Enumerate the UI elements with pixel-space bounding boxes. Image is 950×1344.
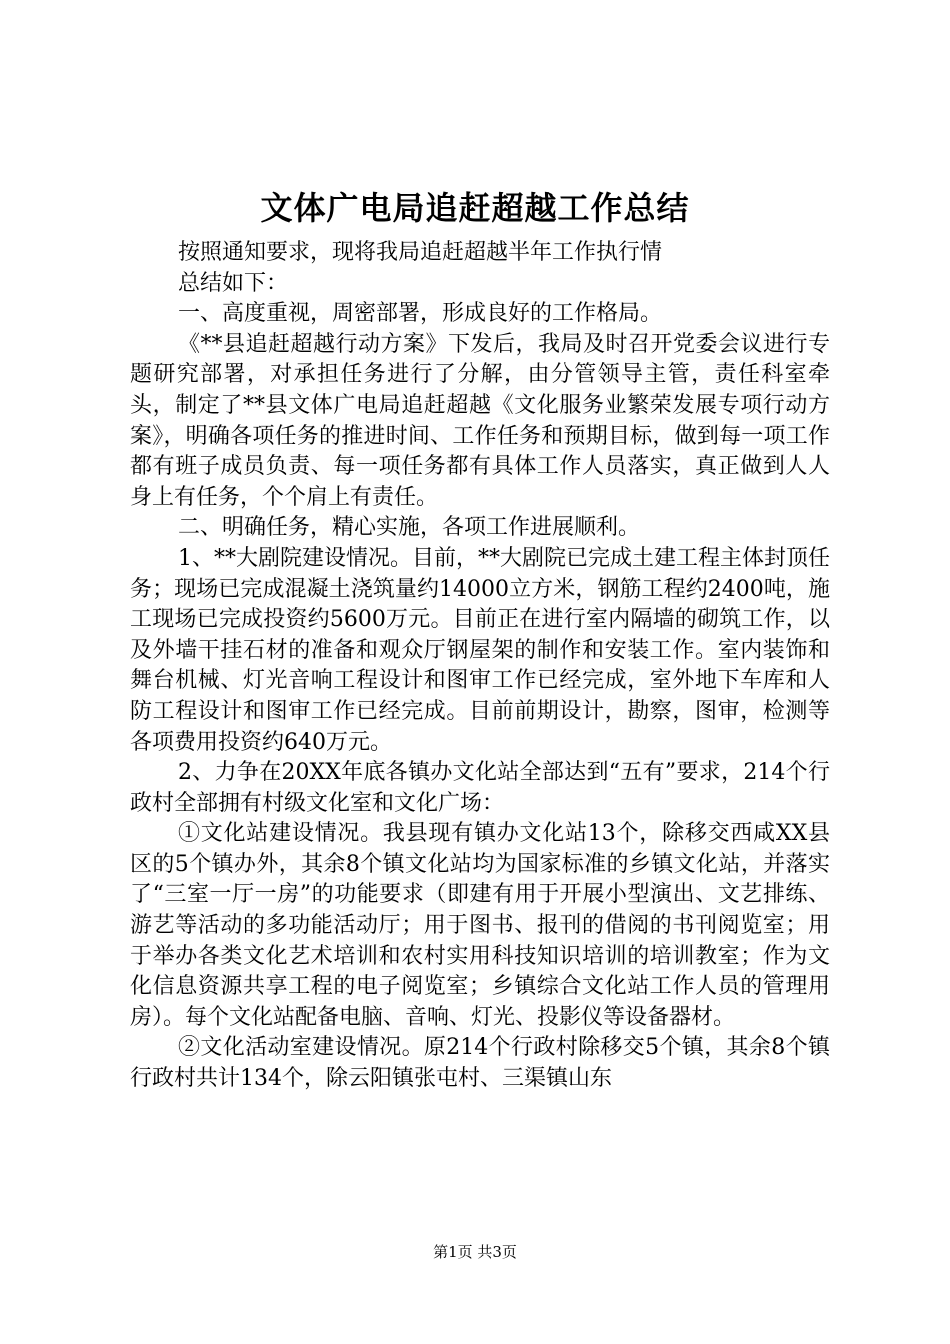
intro-line-2: 总结如下： <box>178 270 289 296</box>
paragraph-cultural-stations: ①文化站建设情况。我县现有镇办文化站13个，除移交西咸XX县区的5个镇办外，其余8个镇文化站均为国家标准的乡镇文化站，并落实了“三室一厅一房”的功能要求（即建有用于开展小型演出、文艺排练、游艺等活动的多功能活动厅；用于图书、报刊的借阅的书刊阅览室；用于举办各类文化艺术培训和农村实用科技知识培训的培训教室；作为文化信息资源共享工程的电子阅览室；乡镇综合文化站工作人员的管理用房）。每个文化站配备电脑、音响、灯光、投影仪等设备器材。 <box>130 821 830 1030</box>
paragraph-cultural-goal: 2、力争在20XX年底各镇办文化站全部达到“五有”要求，214个行政村全部拥有村级文化室和文化广场： <box>130 760 830 816</box>
section-heading-1: 一、高度重视，周密部署，形成良好的工作格局。 <box>178 301 663 327</box>
document-body <box>130 238 830 1095</box>
page-footer: 第1页 共3页 <box>433 1243 517 1261</box>
section-heading-2: 二、明确任务，精心实施，各项工作进展顺利。 <box>178 515 641 541</box>
paragraph-grand-theater: 1、**大剧院建设情况。目前，**大剧院已完成土建工程主体封顶任务；现场已完成混凝土浇筑量约14000立方米，钢筋工程约2400吨，施工现场已完成投资约5600万元。目前正在进行室内隔墙的砌筑工作，以及外墙干挂石材的准备和观众厅钢屋架的制作和安装工作。室内装饰和舞台机械、灯光音响工程设计和图审工作已经完成，室外地下车库和人防工程设计和图审工作已经完成。目前前期设计，勘察，图审，检测等各项费用投资约640万元。 <box>130 545 830 755</box>
paragraph-activity-rooms: ②文化活动室建设情况。原214个行政村除移交5个镇，其余8个镇行政村共计134个，除云阳镇张屯村、三渠镇山东 <box>130 1035 830 1092</box>
document-title: 文体广电局追赶超越工作总结 <box>260 189 690 227</box>
paragraph-deployment: 《**县追赶超越行动方案》下发后，我局及时召开党委会议进行专题研究部署，对承担任务进行了分解，由分管领导主管，责任科室牵头，制定了**县文体广电局追赶超越《文化服务业繁荣发展专项行动方案》，明确各项任务的推进时间、工作任务和预期目标，做到每一项工作都有班子成员负责、每一项任务都有具体工作人员落实，真正做到人人身上有任务，个个肩上有责任。 <box>130 331 830 510</box>
intro-line-1: 按照通知要求，现将我局追赶超越半年工作执行情 <box>178 240 663 265</box>
